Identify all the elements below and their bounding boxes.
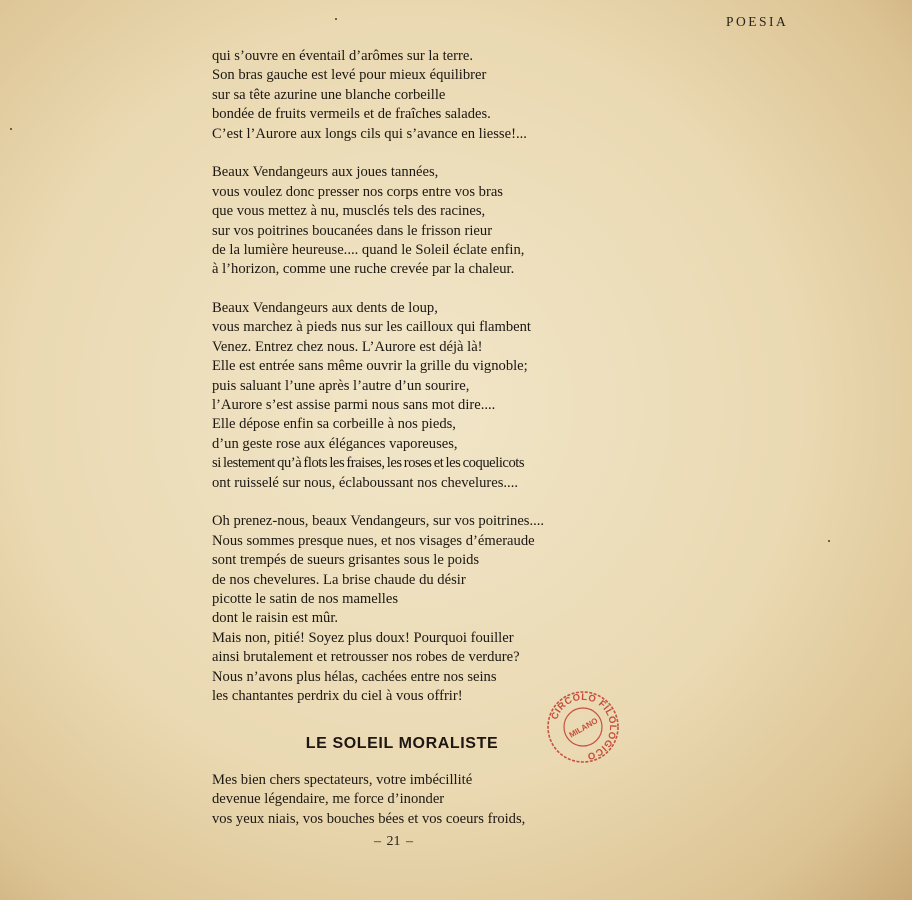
poem-line: l’Aurore s’est assise parmi nous sans mot dire.... xyxy=(212,397,496,414)
stanza xyxy=(212,47,592,144)
poem-line: Beaux Vendangeurs aux dents de loup, xyxy=(212,300,438,317)
poem-line: d’un geste rose aux élégances vaporeuses, xyxy=(212,435,458,452)
poem-line: de nos chevelures. La brise chaude du désir xyxy=(212,571,466,588)
poem-line: ont ruisselé sur nous, éclaboussant nos chevelures.... xyxy=(212,474,518,491)
running-head: POESIA xyxy=(726,14,789,29)
poem-line: si lestement qu’à flots les fraises, les roses et les coquelicots xyxy=(212,455,525,472)
stanza xyxy=(212,512,592,706)
poem-line: de la lumière heureuse.... quand le Soleil éclate enfin, xyxy=(212,241,525,258)
poem-line: sont trempés de sueurs grisantes sous le poids xyxy=(212,552,480,569)
second-poem xyxy=(212,771,592,829)
ink-speck xyxy=(828,540,830,542)
page-number: – 21 – xyxy=(374,834,413,849)
poem-line: sur sa tête azurine une blanche corbeille xyxy=(212,86,446,103)
poem-line: à l’horizon, comme une ruche crevée par la chaleur. xyxy=(212,261,515,278)
poem-line: Nous n’avons plus hélas, cachées entre nos seins xyxy=(212,668,497,685)
ink-speck xyxy=(335,18,337,20)
poem-line: Oh prenez-nous, beaux Vendangeurs, sur vos poitrines.... xyxy=(212,513,545,530)
poem-line: que vous mettez à nu, musclés tels des racines, xyxy=(212,203,486,220)
poem-line: Son bras gauche est levé pour mieux équilibrer xyxy=(212,67,487,84)
poem-line: vous marchez à pieds nus sur les cailloux qui flambent xyxy=(212,319,531,336)
section-title: LE SOLEIL MORALISTE xyxy=(305,735,499,752)
poem-body xyxy=(212,47,592,706)
poem-line: qui s’ouvre en éventail d’arômes sur la terre. xyxy=(212,48,473,64)
stamp-outer-text: CIRCOLO FILOLOGICO xyxy=(549,691,619,762)
poem-line: ainsi brutalement et retrousser nos robes de verdure? xyxy=(212,649,520,666)
poem-line: bondée de fruits vermeils et de fraîches salades. xyxy=(212,106,491,123)
poem-line: devenue légendaire, me force d’inonder xyxy=(212,791,445,808)
stanza xyxy=(212,299,592,493)
poem-line: les chantantes perdrix du ciel à vous offrir! xyxy=(212,687,463,704)
poem-line: dont le raisin est mûr. xyxy=(212,610,339,627)
poem-line: vos yeux niais, vos bouches bées et vos coeurs froids, xyxy=(212,810,526,827)
poem-line: Elle dépose enfin sa corbeille à nos pieds, xyxy=(212,416,456,433)
library-stamp xyxy=(546,690,620,764)
poem-line: Elle est entrée sans même ouvrir la grille du vignoble; xyxy=(212,358,528,375)
poem-line: Nous sommes presque nues, et nos visages d’émeraude xyxy=(212,532,535,549)
stamp-inner-text: MILANO xyxy=(567,716,600,740)
poem-line: Mais non, pitié! Soyez plus doux! Pourquoi fouiller xyxy=(212,629,514,646)
poem-line: vous voulez donc presser nos corps entre vos bras xyxy=(212,183,503,200)
poem-line: C’est l’Aurore aux longs cils qui s’avance en liesse!... xyxy=(212,125,527,142)
poem-line: sur vos poitrines boucanées dans le frisson rieur xyxy=(212,222,493,239)
poem-line: picotte le satin de nos mamelles xyxy=(212,590,399,607)
ink-speck xyxy=(10,128,12,130)
poem-line: puis saluant l’une après l’autre d’un sourire, xyxy=(212,377,470,394)
stanza xyxy=(212,163,592,279)
poem-line: Venez. Entrez chez nous. L’Aurore est déjà là! xyxy=(212,338,483,355)
poem-line: Beaux Vendangeurs aux joues tannées, xyxy=(212,164,439,181)
poem-line: Mes bien chers spectateurs, votre imbécillité xyxy=(212,772,473,788)
